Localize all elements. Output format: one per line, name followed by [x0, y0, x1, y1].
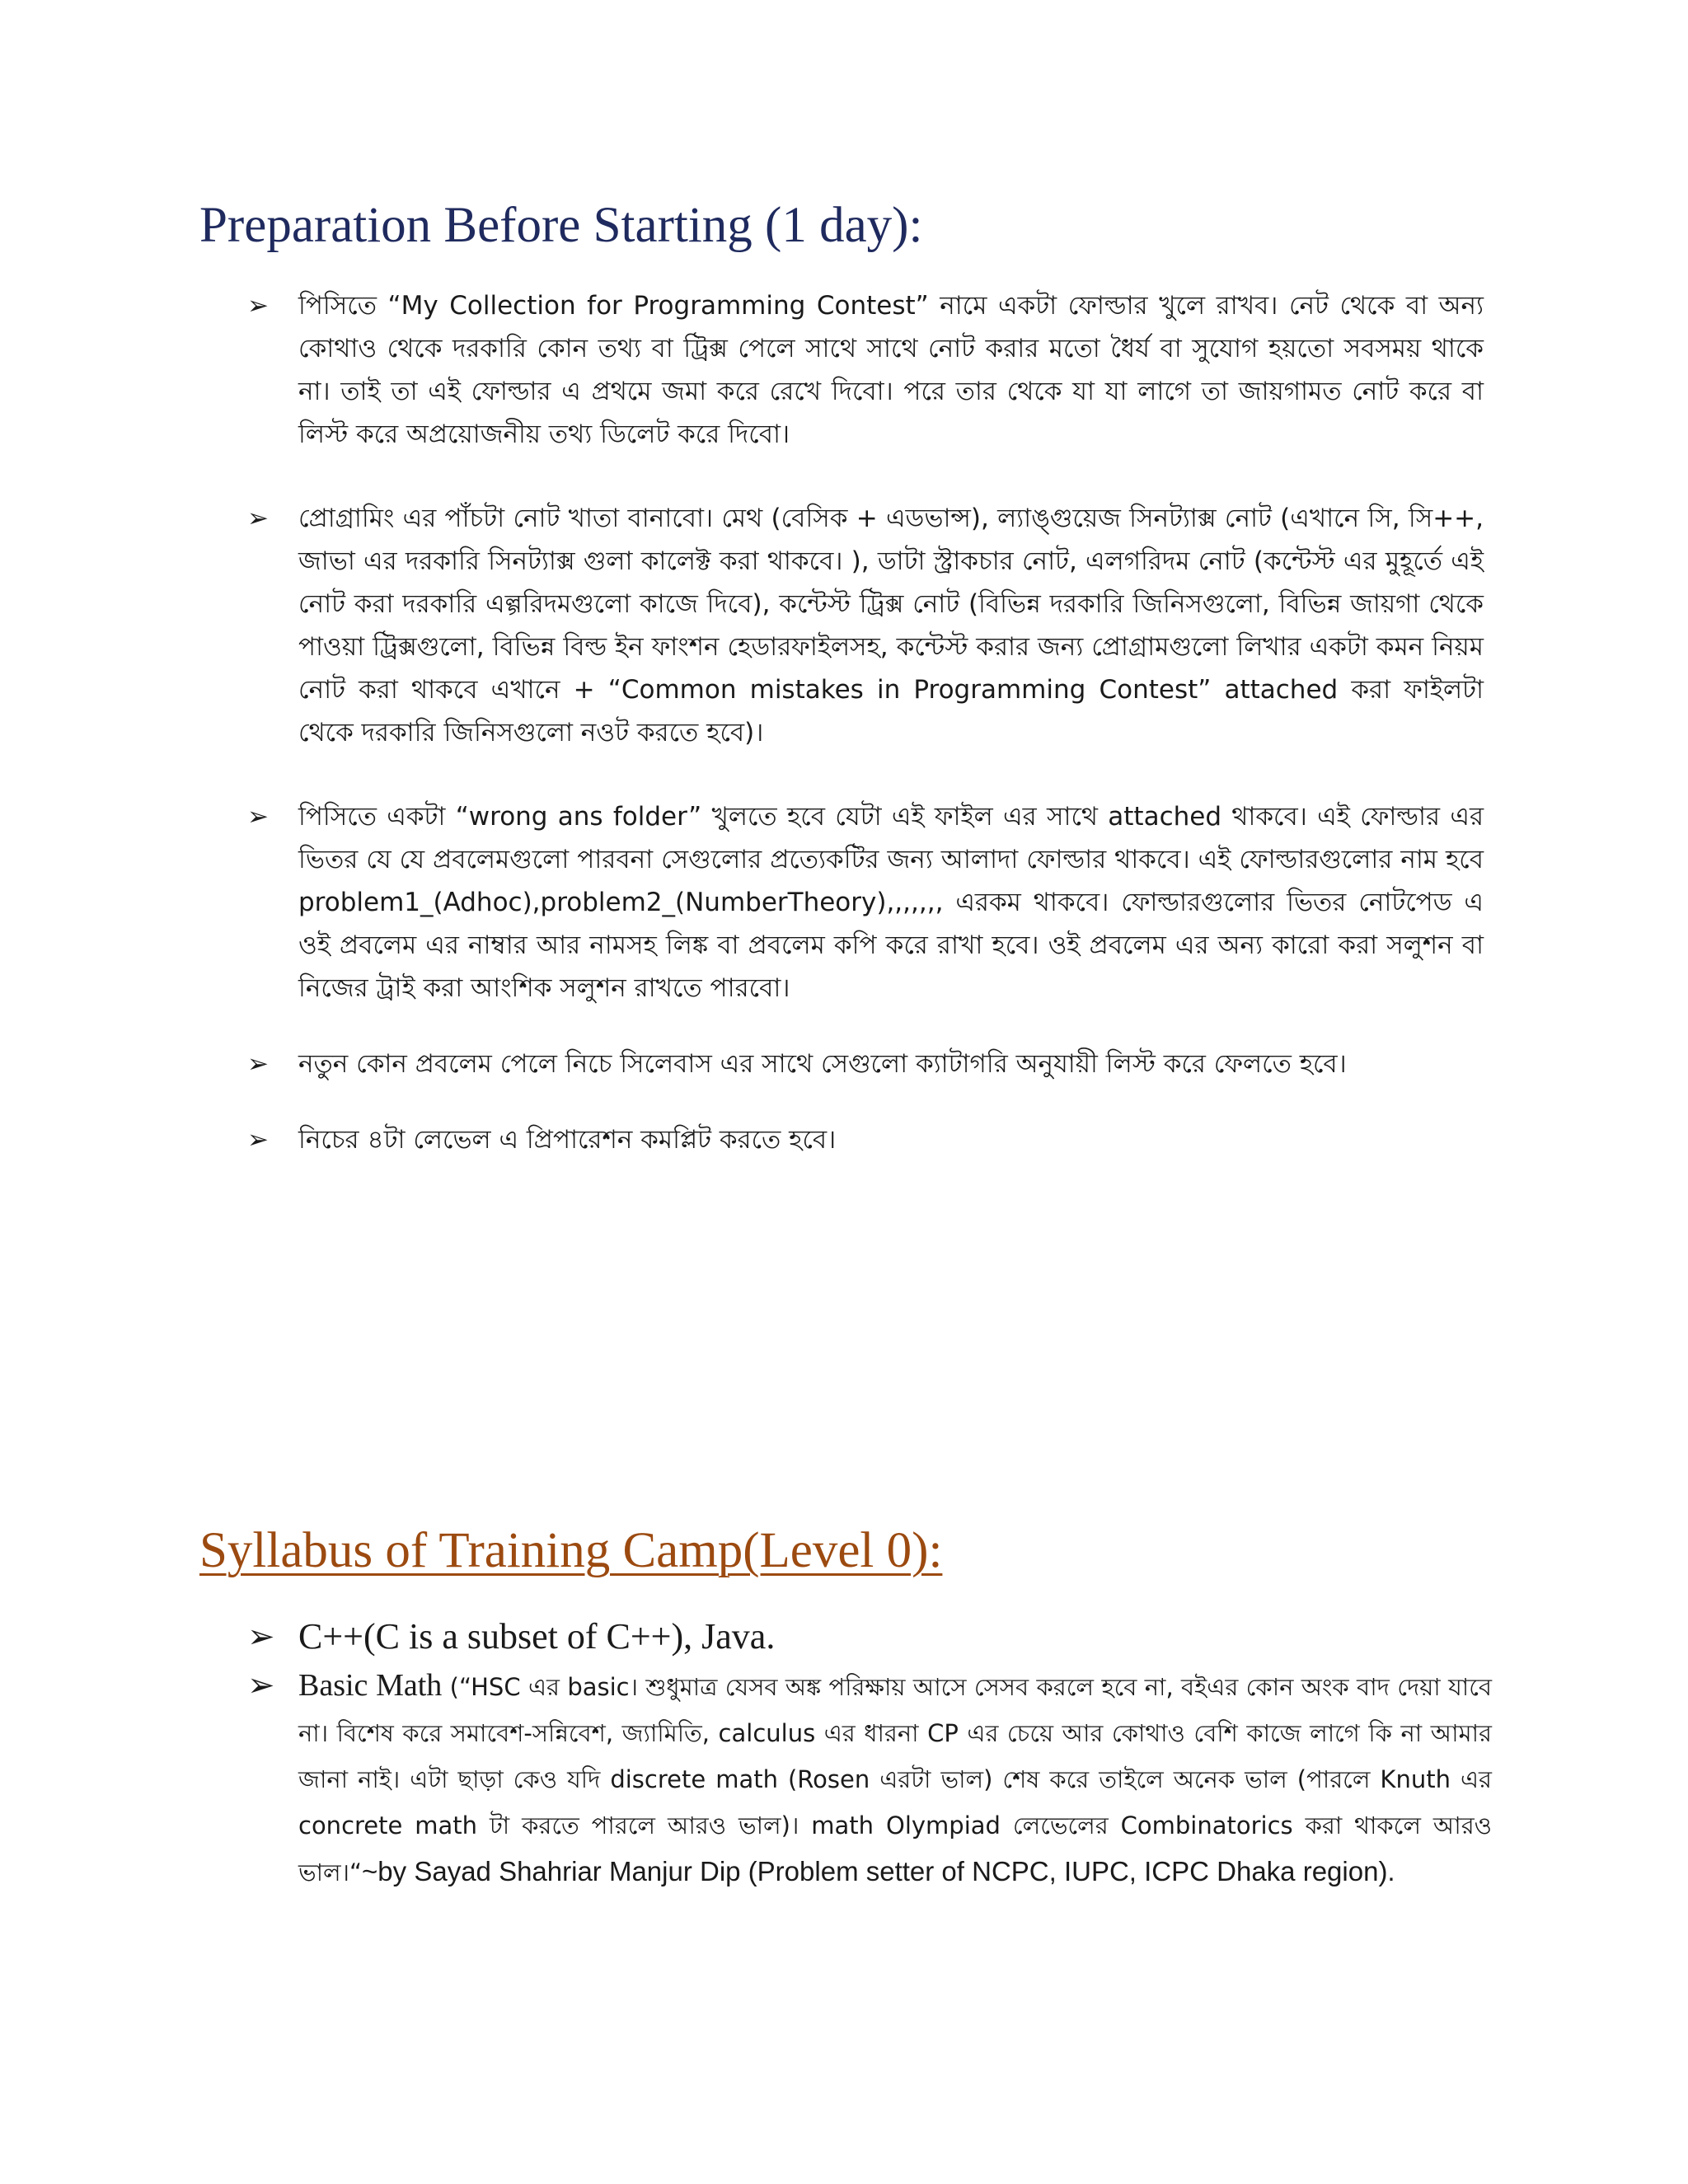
syllabus-list: [247, 1611, 1492, 1896]
list-item: [247, 1043, 1484, 1085]
list-item-text: (“HSC এর basic। শুধুমাত্র যেসব অঙ্ক পরিক্ষায় আসে সেসব করলে হবে না, বইএর কোন অংক বাদ দেয়া যাবে না। বিশেষ করে সমাবেশ-সন্নিবেশ, জ্যামিতি, calculus এর ধারনা CP এর চেয়ে আর কোথাও বেশি কাজে লাগে কি না আমার জানা নাই। এটা ছাড়া কেও যদি discrete math (Rosen এরটা ভাল) শেষ করে তাইলে অনেক ভাল (পারলে Knuth এর concrete math টা করতে পারলে আরও ভাল)। math Olympiad লেভেলের Combinatorics করা থাকলে আরও ভাল।“: [298, 1673, 1492, 1886]
list-item-text: পিসিতে “My Collection for Programming Contest” নামে একটা ফোল্ডার খুলে রাখব। নেট থেকে বা অন্য কোথাও থেকে দরকারি কোন তথ্য বা ট্রিক্স পেলে সাথে সাথে নোট করার মতো ধৈর্য বা সুযোগ হয়তো সবসময় থাকে না। তাই তা এই ফোল্ডার এ প্রথমে জমা করে রেখে দিবো। পরে তার থেকে যা যা লাগে তা জায়গামত নোট করে বা লিস্ট করে অপ্রয়োজনীয় তথ্য ডিলেট করে দিবো।: [298, 291, 1484, 449]
list-item: [247, 1662, 1492, 1896]
syllabus-heading: Syllabus of Training Camp(Level 0):: [199, 1523, 943, 1578]
list-item-text: পিসিতে একটা “wrong ans folder” খুলতে হবে যেটা এই ফাইল এর সাথে attached থাকবে। এই ফোল্ডার এর ভিতর যে যে প্রবলেমগুলো পারবনা সেগুলোর প্রত্যেকটির জন্য আলাদা ফোল্ডার থাকবে। এই ফোল্ডারগুলোর নাম হবে problem1_(Adhoc),problem2_(NumberTheory),,,,,,, এরকম থাকবে। ফোল্ডারগুলোর ভিতর নোটপেড এ ওই প্রবলেম এর নাম্বার আর নামসহ লিঙ্ক বা প্রবলেম কপি করে রাখা হবে। ওই প্রবলেম এর অন্য কারো করা সলুশন বা নিজের ট্রাই করা আংশিক সলুশন রাখতে পারবো।: [298, 802, 1484, 1003]
preparation-heading: Preparation Before Starting (1 day):: [199, 198, 923, 253]
arrow-bullet-icon: ➢: [247, 1125, 269, 1155]
list-item-text: C++(C is a subset of C++), Java.: [298, 1616, 776, 1657]
list-item-text: নিচের ৪টা লেভেল এ প্রিপারেশন কমপ্লিট করতে হবে।: [298, 1125, 837, 1155]
list-item: [247, 497, 1484, 754]
list-item-text: প্রোগ্রামিং এর পাঁচটা নোট খাতা বানাবো। মেথ (বেসিক + এডভান্স), ল্যাঙ্গুয়েজ সিনট্যাক্স নোট (এখানে সি, সি++, জাভা এর দরকারি সিনট্যাক্স গুলা কালেক্ট করা থাকবে। ), ডাটা স্ট্রাকচার নোট, এলগরিদম নোট (কন্টেস্ট এর মুহূর্তে এই নোট করা দরকারি এল্গরিদমগুলো কাজে দিবে), কন্টেস্ট ট্রিক্স নোট (বিভিন্ন দরকারি জিনিসগুলো, বিভিন্ন জায়গা থেকে পাওয়া ট্রিক্সগুলো, বিভিন্ন বিল্ড ইন ফাংশন হেডারফাইলসহ, কন্টেস্ট করার জন্য প্রোগ্রামগুলো লিখার একটা কমন নিয়ম নোট করা থাকবে এখানে + “Common mistakes in Programming Contest” attached করা ফাইলটা থেকে দরকারি জিনিসগুলো নওট করতে হবে)।: [298, 504, 1484, 748]
preparation-list: [247, 284, 1484, 1161]
arrow-bullet-icon: ➢: [247, 504, 269, 533]
arrow-bullet-icon: ➢: [247, 1666, 275, 1704]
arrow-bullet-icon: ➢: [247, 802, 269, 832]
list-item-text: নতুন কোন প্রবলেম পেলে নিচে সিলেবাস এর সাথে সেগুলো ক্যাটাগরি অনুযায়ী লিস্ট করে ফেলতে হবে।: [298, 1049, 1347, 1079]
list-item-lead: Basic Math: [298, 1668, 443, 1703]
list-item: [247, 284, 1484, 456]
arrow-bullet-icon: ➢: [247, 291, 269, 321]
credit-text: ~by Sayad Shahriar Manjur Dip (Problem setter of NCPC, IUPC, ICPC Dhaka region).: [362, 1856, 1395, 1886]
list-item: [247, 1611, 1492, 1662]
arrow-bullet-icon: ➢: [247, 1618, 275, 1656]
arrow-bullet-icon: ➢: [247, 1049, 269, 1079]
list-item: [247, 1118, 1484, 1161]
list-item: [247, 795, 1484, 1010]
